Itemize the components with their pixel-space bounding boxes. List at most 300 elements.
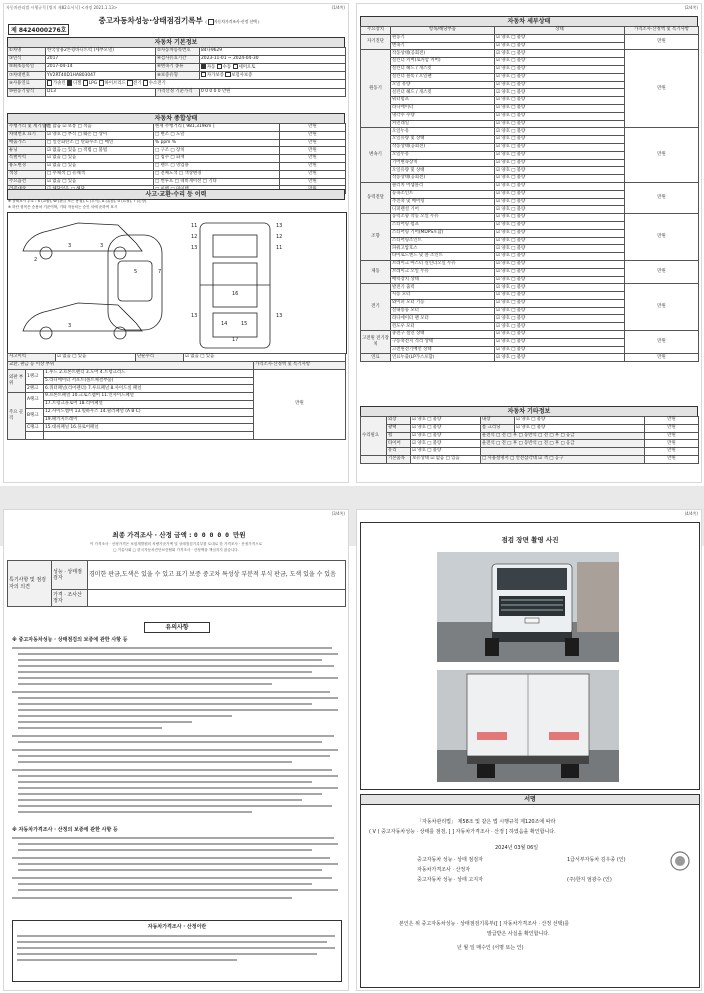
- inspection-period: 2023-11-01 ~ 2024-04-30: [200, 55, 346, 63]
- label: ⑧보증유형: [156, 72, 200, 80]
- frame-c: 15.대쉬패널 16.플로어패널: [44, 424, 254, 432]
- doc-number: 제 8424000276호: [8, 24, 69, 35]
- details-section: 자동차 세부상태: [360, 16, 698, 27]
- warranty: 자가보증 보험사보증: [200, 72, 346, 80]
- general-row: [8, 139, 346, 147]
- details-row: [361, 354, 699, 362]
- item-name: 실린더 블록 / 오일팬: [391, 73, 495, 81]
- row-unit: 만원: [280, 139, 346, 147]
- item-state: ☑ 양호 □ 불량: [495, 198, 625, 206]
- row-unit: 만원: [280, 162, 346, 170]
- gear-type: 자동 수동 세미오토: [200, 63, 346, 71]
- item-name: 작동상태(공회전): [391, 143, 495, 151]
- accident-section: 사고·교환·수리 등 이력: [7, 189, 345, 200]
- page-number: (4/4쪽): [684, 511, 698, 516]
- item-name: 클러치 어셈블리: [391, 182, 495, 190]
- item-state: ☑ 양호 □ 불량: [495, 206, 625, 214]
- item-state: ☑ 양호 □ 불량: [495, 299, 625, 307]
- seal-stamp: [669, 850, 691, 872]
- signature-title: 서명: [361, 795, 699, 805]
- item-name: 변속기: [391, 42, 495, 50]
- item-state: ☑ 양호 □ 불량: [495, 159, 625, 167]
- outer-r2: 6.쿼터패널(리어펜더) 7.루프패널 8.사이드실 패널: [44, 385, 254, 393]
- frame-b-label: B랭크: [26, 408, 44, 424]
- item-state: ☑ 양호 □ 불량: [495, 276, 625, 284]
- item-state: ☑ 양호 □ 불량: [495, 65, 625, 73]
- sig-signer1: 1급서부자동차 김우종 (인): [567, 857, 626, 863]
- item-state: ☑ 양호 □ 불량: [495, 143, 625, 151]
- item-name: 추진축 및 베어링: [391, 198, 495, 206]
- group-name: 고전원 전기장치: [361, 331, 391, 354]
- svg-text:13: 13: [191, 245, 198, 251]
- item-state: ☑ 양호 □ 불량: [495, 42, 625, 50]
- row-unit: 만원: [280, 131, 346, 139]
- photo-title: 점검 장면 촬영 사진: [501, 536, 559, 544]
- row-label: 유리: [387, 448, 411, 456]
- row-label: 기본품목: [387, 455, 411, 463]
- label: ⑥변속기 종류: [156, 63, 200, 71]
- general-row: [8, 124, 346, 132]
- group-unit: 만원: [625, 34, 699, 50]
- header-cell: 상태: [495, 27, 625, 35]
- item-name: 배력장치 상태: [391, 276, 495, 284]
- item-name: 기어변속장치: [391, 159, 495, 167]
- row-value: ☑ 양호 □ 불량: [411, 424, 481, 432]
- special-label: 특기사항 및 점검자의 의견: [8, 561, 52, 607]
- form-ref: 자동차관리법 시행규칙 [별지 제82호서식] <개정 2021.1.13>: [6, 5, 118, 10]
- svg-text:12: 12: [191, 234, 198, 240]
- item-state: ☑ 양호 □ 불량: [495, 253, 625, 261]
- item-state: ☑ 양호 □ 불량: [495, 190, 625, 198]
- item-state: ☑ 양호 □ 불량: [495, 221, 625, 229]
- accident-history: ☑ 없음 □ 있음: [56, 354, 136, 362]
- svg-text:13: 13: [276, 313, 283, 319]
- item-state: ☑ 양호 □ 불량: [495, 284, 625, 292]
- row-value2: ☑ 양호 □ 불량: [515, 417, 645, 425]
- row-label: 타이어: [387, 440, 411, 448]
- row-options: □ 일산화탄소 □ 탄화수소 □ 매연: [46, 139, 154, 147]
- others-section: 자동차 기타정보: [360, 406, 698, 417]
- item-state: ☑ 양호 □ 불량: [495, 112, 625, 120]
- item-state: ☑ 양호 □ 불량: [495, 89, 625, 97]
- item-name: 브레이크 마스터 실린더오일 누유: [391, 260, 495, 268]
- item-state: ☑ 양호 □ 불량: [495, 346, 625, 354]
- notice2-lines: [12, 834, 340, 914]
- page-number: (3/4쪽): [331, 511, 345, 516]
- row-value: 현재 주행거리 [ 981,319km ]: [154, 124, 280, 132]
- row-label2: 룸 크리닝: [481, 424, 515, 432]
- row-value: □ 렌트 □ 영업용: [154, 162, 280, 170]
- item-state: ☑ 양호 □ 불량: [495, 338, 625, 346]
- item-name: 등속조인트: [391, 190, 495, 198]
- notice3-box: [12, 920, 342, 982]
- rank2: 2랭크: [26, 385, 44, 393]
- row-value: 보유상태 ☑ 없음 □ 있음: [411, 455, 481, 463]
- item-name: 스티어링 기어(MDPS포함): [391, 229, 495, 237]
- row-options: ☑ 없음 □ 있음: [46, 162, 154, 170]
- item-name: 라디에이터: [391, 104, 495, 112]
- group-unit: 만원: [625, 284, 699, 331]
- sig-role3: 자동차가격조사 · 산정자: [417, 867, 471, 873]
- row-label2: 운전석 □ 전 □ 후 □ 동반석 □ 전 □ 후 □ 응급: [481, 432, 645, 440]
- item-state: ☑ 양호 □ 불량: [495, 167, 625, 175]
- item-name: 워터펌프: [391, 97, 495, 105]
- details-row: [361, 331, 699, 339]
- item-name: 충전구 절연 상태: [391, 331, 495, 339]
- label: ②자동차등록번호: [156, 48, 200, 56]
- row-options: ☑ 없음 □ 있음: [46, 155, 154, 163]
- item-state: ☑ 양호 □ 불량: [495, 214, 625, 222]
- model-year: 2017: [46, 55, 156, 63]
- page-1: [4, 4, 348, 482]
- frame-a-label: A랭크: [26, 393, 44, 409]
- row-value: ☑ 양호 □ 불량: [411, 440, 481, 448]
- svg-text:7: 7: [158, 269, 162, 275]
- item-name: 스티어링 펌프: [391, 221, 495, 229]
- item-state: ☑ 양호 □ 불량: [495, 354, 625, 362]
- label: ⑦차대번호: [8, 72, 46, 80]
- label: ④검사유효기간: [156, 55, 200, 63]
- row-value2: ☑ 양호 □ 불량: [515, 424, 645, 432]
- row-value: ☑ 양호 □ 불량: [411, 448, 481, 456]
- item-name: 오일 유량: [391, 81, 495, 89]
- others-row: [361, 440, 699, 448]
- general-status-table: [7, 123, 346, 194]
- sig-date: 2024년 03월 06일: [495, 845, 539, 851]
- item-state: ☑ 양호 □ 불량: [495, 136, 625, 144]
- first-reg-date: 2017-04-14: [46, 63, 156, 71]
- sig-role2: 중고자동차 성능 · 상태 고지자: [417, 877, 483, 883]
- sig-law2: ( V ) 중고자동차성능 · 상태를 점검, [ ] 자동차가격조사 · 산정 ] 하였음을 확인합니다.: [369, 829, 556, 835]
- label: 단순수리: [136, 354, 184, 362]
- label: 사고이력: [8, 354, 56, 362]
- group-name: 전기: [361, 284, 391, 331]
- item-name: 고전원전기배선 상태: [391, 346, 495, 354]
- price-label: 가격 · 조사산정자: [52, 590, 88, 607]
- label: ⑨사용연료: [8, 80, 46, 88]
- row-value: □ 변조 □ 도말: [154, 131, 280, 139]
- group-name: 원동기: [361, 50, 391, 128]
- group-name: 제동: [361, 260, 391, 283]
- item-name: 구동축전지 격리 상태: [391, 338, 495, 346]
- item-state: ☑ 양호 □ 불량: [495, 307, 625, 315]
- perf-label: 성능 · 상태점검자: [52, 561, 88, 590]
- frame-a: 9.프론트패널 10.크로스멤버 11.인사이드패널: [44, 393, 254, 401]
- row-label: 광택: [387, 424, 411, 432]
- item-name: 브레이크 오일 누유: [391, 268, 495, 276]
- row-label: 외장: [387, 417, 411, 425]
- row-label: 차대번호 표기: [8, 131, 46, 139]
- title-suffix: 자동차가격조사·산정 선택: [214, 19, 257, 24]
- row-value: ☑ 양호 □ 불량: [411, 417, 481, 425]
- header-cell: 주요장치: [361, 27, 391, 35]
- item-state: ☑ 양호 □ 불량: [495, 229, 625, 237]
- item-name: 냉각수 수량: [391, 112, 495, 120]
- item-name: 파워고압호스: [391, 245, 495, 253]
- general-status-section: 자동차 종합상태: [7, 113, 345, 124]
- item-state: ☑ 양호 □ 불량: [495, 97, 625, 105]
- row-value: □ 전체도색 □ 색상변경: [154, 170, 280, 178]
- item-name: 원동기: [391, 34, 495, 42]
- row-label: 배출가스: [8, 139, 46, 147]
- row-unit: 만원: [280, 178, 346, 186]
- others-row: [361, 424, 699, 432]
- row-label: 주요옵션: [8, 178, 46, 186]
- svg-text:13: 13: [191, 313, 198, 319]
- row-options: □ 많음 ☑ 보통 □ 적음: [46, 124, 154, 132]
- item-state: ☑ 양호 □ 불량: [495, 245, 625, 253]
- unit: 만원: [254, 369, 346, 439]
- group-unit: 만원: [625, 182, 699, 213]
- details-row: [361, 214, 699, 222]
- item-state: ☑ 양호 □ 불량: [495, 292, 625, 300]
- svg-text:15: 15: [241, 321, 248, 327]
- price-col: 가격조사·산정액 및 특기사항: [254, 362, 346, 370]
- notice1-lines: [12, 644, 340, 820]
- frame-b: 12.사이드멤버 13.휠하우스 14.필러패널 (A B C): [44, 408, 254, 416]
- row-value: □ 구조 □ 장치: [154, 147, 280, 155]
- accident-legend: ※ 상태표시 부호 : X (교환), W (판금 또는 용접), C (부식), A (흠집), U (요철), T (손상): [8, 199, 147, 203]
- row-unit: 만원: [645, 448, 699, 456]
- row-value: □ 침수 □ 화재: [154, 155, 280, 163]
- label: ⑩원동기형식: [8, 88, 46, 96]
- frame-c-label: C랭크: [26, 424, 44, 432]
- form-title: 중고자동차성능·상태점검기록부 ( 자동차가격조사·산정 선택 ): [98, 16, 260, 25]
- item-state: ☑ 양호 □ 불량: [495, 34, 625, 42]
- general-row: [8, 178, 346, 186]
- item-name: 타이로드엔드 및 볼 조인트: [391, 253, 495, 261]
- item-state: ☑ 양호 □ 불량: [495, 58, 625, 66]
- page-4: [357, 510, 701, 990]
- vin: YV2RT40D1HA803047: [46, 72, 156, 80]
- notice1-title: ※ 중고자동차성능 · 상태점검의 보증에 관한 사항 등: [12, 637, 128, 643]
- fuel: 가솔린 디젤 LPG 하이브리드 전기 수소전기: [46, 80, 346, 88]
- repair-parts-table: [7, 361, 346, 440]
- item-name: 실린더 커버(로커암 커버): [391, 58, 495, 66]
- frame-b2: 19.패키지트레이: [44, 416, 254, 424]
- others-row: [361, 417, 699, 425]
- row-label2: □ 사용설명서 □ 안전삼각대 ☑ 잭 □ 공구: [481, 455, 645, 463]
- perf-text: 경미한 판금,도색은 있을 수 있고 표기 보증 중고차 특성상 부분적 부식 판금, 도색 있을 수 있음: [88, 561, 346, 590]
- item-state: ☑ 양호 □ 불량: [495, 175, 625, 183]
- item-name: 디퍼렌셜 기어: [391, 206, 495, 214]
- sig-receipt: 본인은 위 중고자동차성능 · 상태점검기록부([ ] 자동차가격조사 · 산정 선택)를: [399, 921, 570, 927]
- svg-text:13: 13: [276, 223, 283, 229]
- item-state: ☑ 양호 □ 불량: [495, 182, 625, 190]
- base-price: 0 0 0 0 0 만원: [200, 88, 346, 96]
- row-options: □ 무채색 □ 유채색: [46, 170, 154, 178]
- notice-title: 유의사항: [144, 622, 210, 633]
- sig-receipt2: 발급받은 사실을 확인합니다.: [487, 931, 550, 937]
- outer-label: 외판 부위: [8, 369, 26, 392]
- page-number: (2/4쪽): [684, 5, 698, 10]
- item-name: 오일누유: [391, 128, 495, 136]
- group-name: 조향: [361, 214, 391, 261]
- special-table: [7, 560, 346, 607]
- svg-text:11: 11: [191, 223, 198, 229]
- notice1-body: [12, 644, 340, 820]
- row-label: 특별이력: [8, 155, 46, 163]
- group-unit: 만원: [625, 50, 699, 128]
- details-row: [361, 182, 699, 190]
- basic-info-table: [7, 47, 346, 97]
- svg-text:14: 14: [221, 321, 228, 327]
- item-name: 시동 모터: [391, 292, 495, 300]
- item-state: ☑ 양호 □ 불량: [495, 323, 625, 331]
- header-cell: 가격조사·산정액 및 특기사항: [625, 27, 699, 35]
- row-unit: 만원: [645, 440, 699, 448]
- frame-label: 주요 골격: [8, 393, 26, 440]
- group-unit: 만원: [625, 331, 699, 354]
- item-name: 실린더 헤드 / 개스킷: [391, 65, 495, 73]
- accident-note: ※ 하단 항목은 승용차 기준이며, 기타 자동차는 승인 서에 준하여 표시: [8, 205, 118, 209]
- item-name: 작동상태(공회전): [391, 175, 495, 183]
- svg-text:3: 3: [68, 243, 72, 249]
- item-name: 작동상태(공회전): [391, 50, 495, 58]
- item-name: 오일유량 및 상태: [391, 167, 495, 175]
- group-name: 자기진단: [361, 34, 391, 50]
- row-unit: 만원: [645, 417, 699, 425]
- item-state: ☑ 양호 □ 불량: [495, 50, 625, 58]
- sig-role1: 중고자동차 성능 · 상태 점검자: [417, 857, 483, 863]
- svg-text:2: 2: [34, 257, 38, 263]
- label: ③연식: [8, 55, 46, 63]
- group-unit: 만원: [625, 354, 699, 362]
- group-unit: 만원: [625, 214, 699, 261]
- final-title: 최종 가격조사 · 산정 금액 : 0 0 0 0 0 만원: [112, 531, 246, 539]
- others-row: [361, 448, 699, 456]
- engine-type: D13: [46, 88, 156, 96]
- item-state: ☑ 양호 □ 불량: [495, 151, 625, 159]
- item-name: 오일유량 및 상태: [391, 136, 495, 144]
- details-row: [361, 50, 699, 58]
- final-note2: □ 기술사회 □ 한국자동차진단보증협회 가격조사 · 산정액을 책임지지 않습니다.: [113, 548, 239, 552]
- item-state: ☑ 양호 □ 불량: [495, 237, 625, 245]
- page-2: [357, 4, 701, 482]
- item-name: 윈도우 모터: [391, 323, 495, 331]
- truck-front-photo: [437, 552, 619, 662]
- item-state: ☑ 양호 □ 불량: [495, 128, 625, 136]
- svg-text:16: 16: [232, 291, 239, 297]
- svg-text:3: 3: [68, 323, 72, 329]
- car-name: 한국상용2톤윙바디트럭 (세부모델): [46, 48, 156, 56]
- car-diagram: [7, 212, 347, 354]
- row-unit: 만원: [280, 170, 346, 178]
- row-label: 용도변경: [8, 162, 46, 170]
- label: ①차명: [8, 48, 46, 56]
- basic-items: [361, 455, 387, 463]
- row-unit: 만원: [645, 455, 699, 463]
- details-header: [361, 27, 699, 35]
- row-options: ☑ 없음 □ 있음: [46, 178, 154, 186]
- group-name: 연료: [361, 354, 391, 362]
- header-cell: 항목/해당부품: [391, 27, 495, 35]
- others-row: [361, 432, 699, 440]
- frame-a2: 17.트렁크플로어 18.리어패널: [44, 400, 254, 408]
- item-state: ☑ 양호 □ 불량: [495, 260, 625, 268]
- sig-signer2: (주)한지 엄광수 (인): [567, 877, 612, 883]
- row-label2: 운전석 □ 전 □ 후 □ 동반석 □ 전 □ 후 □ 응급: [481, 440, 645, 448]
- item-name: 연료누출(LP가스포함): [391, 354, 495, 362]
- form-title-text: 중고자동차성능·상태점검기록부: [98, 16, 203, 25]
- group-name: 변속기: [361, 128, 391, 183]
- final-note1: 이 가격조사 · 산정가격은 보험개발원의 차량가준가액 및 상태점검기록부를 토대로 한 가격조사 · 산정가격으로: [89, 542, 263, 546]
- item-state: ☑ 양호 □ 불량: [495, 315, 625, 323]
- others-table: [360, 416, 699, 464]
- outer-title: 교환, 판금 등 이상 부위: [8, 362, 254, 370]
- notice3-lines: [17, 930, 337, 970]
- truck-rear-photo: [437, 670, 619, 782]
- item-name: 실내송풍 모터: [391, 307, 495, 315]
- item-state: ☑ 양호 □ 불량: [495, 73, 625, 81]
- item-name: 발전기 출력: [391, 284, 495, 292]
- item-name: 동력조향 작동 오일 누유: [391, 214, 495, 222]
- details-row: [361, 34, 699, 42]
- item-name: 와이퍼 모터 기능: [391, 299, 495, 307]
- details-row: [361, 128, 699, 136]
- row-label2: 내장: [481, 417, 515, 425]
- page-number: (1/4쪽): [331, 5, 345, 10]
- row-options: ☑ 없음 □ 있음 □ 적법 □ 불법: [46, 147, 154, 155]
- basic-info-section: 자동차 기본정보: [7, 37, 345, 48]
- group-label: 수리필요: [361, 417, 387, 456]
- item-state: ☑ 양호 □ 불량: [495, 81, 625, 89]
- others-row: [361, 455, 699, 463]
- row-unit: 만원: [280, 124, 346, 132]
- general-row: [8, 155, 346, 163]
- row-unit: 만원: [645, 424, 699, 432]
- checkbox-icon: [208, 19, 213, 24]
- row-options: ☑ 양호 □ 부식 □ 훼손 □ 상이: [46, 131, 154, 139]
- row-label2: [481, 448, 645, 456]
- reg-number: 84다9629: [200, 48, 346, 56]
- item-name: 실린더 헤드 / 개스킷: [391, 89, 495, 97]
- row-unit: 만원: [280, 155, 346, 163]
- svg-text:11: 11: [276, 245, 283, 251]
- row-value: % ppm %: [154, 139, 280, 147]
- group-unit: 만원: [625, 260, 699, 283]
- item-name: 라디에이터 팬 모터: [391, 315, 495, 323]
- row-label: 튜닝: [8, 147, 46, 155]
- details-row: [361, 260, 699, 268]
- item-state: ☑ 양호 □ 불량: [495, 268, 625, 276]
- item-name: 커먼레일: [391, 120, 495, 128]
- rank1: 1랭크: [26, 369, 44, 385]
- row-label: 색상: [8, 170, 46, 178]
- row-unit: 만원: [645, 432, 699, 440]
- item-name: 오일누유: [391, 151, 495, 159]
- simple-repair: ☑ 없음 □ 있음: [184, 354, 346, 362]
- notice2-body: [12, 834, 340, 914]
- row-value: □ 썬루프 □ 네비게이션 □ 기타: [154, 178, 280, 186]
- svg-text:5: 5: [134, 269, 138, 275]
- outer-r1b: 5.라디에이터 서포트(볼트체결부품): [44, 377, 254, 385]
- group-unit: 만원: [625, 128, 699, 183]
- general-row: [8, 162, 346, 170]
- page-3: [4, 510, 348, 990]
- row-label: 휠: [387, 432, 411, 440]
- item-state: ☑ 양호 □ 불량: [495, 331, 625, 339]
- item-name: 스티어링조인트: [391, 237, 495, 245]
- svg-text:17: 17: [232, 337, 239, 343]
- row-label: 주행거리 및 계기상태: [9, 124, 50, 130]
- general-row: [8, 170, 346, 178]
- row-value: ☑ 양호 □ 불량: [411, 432, 481, 440]
- notice2-title: ※ 자동차가격조사 · 산정의 보증에 관한 사항 등: [12, 827, 118, 833]
- sig-law1: 「자동차관리법」 제58조 및 같은 법 시행규칙 제120조에 따라: [417, 819, 556, 825]
- label: ⑤최초등록일: [8, 63, 46, 71]
- outer-r1: 1.후드 2.프론트펜더 3.도어 4.트렁크리드: [44, 369, 254, 377]
